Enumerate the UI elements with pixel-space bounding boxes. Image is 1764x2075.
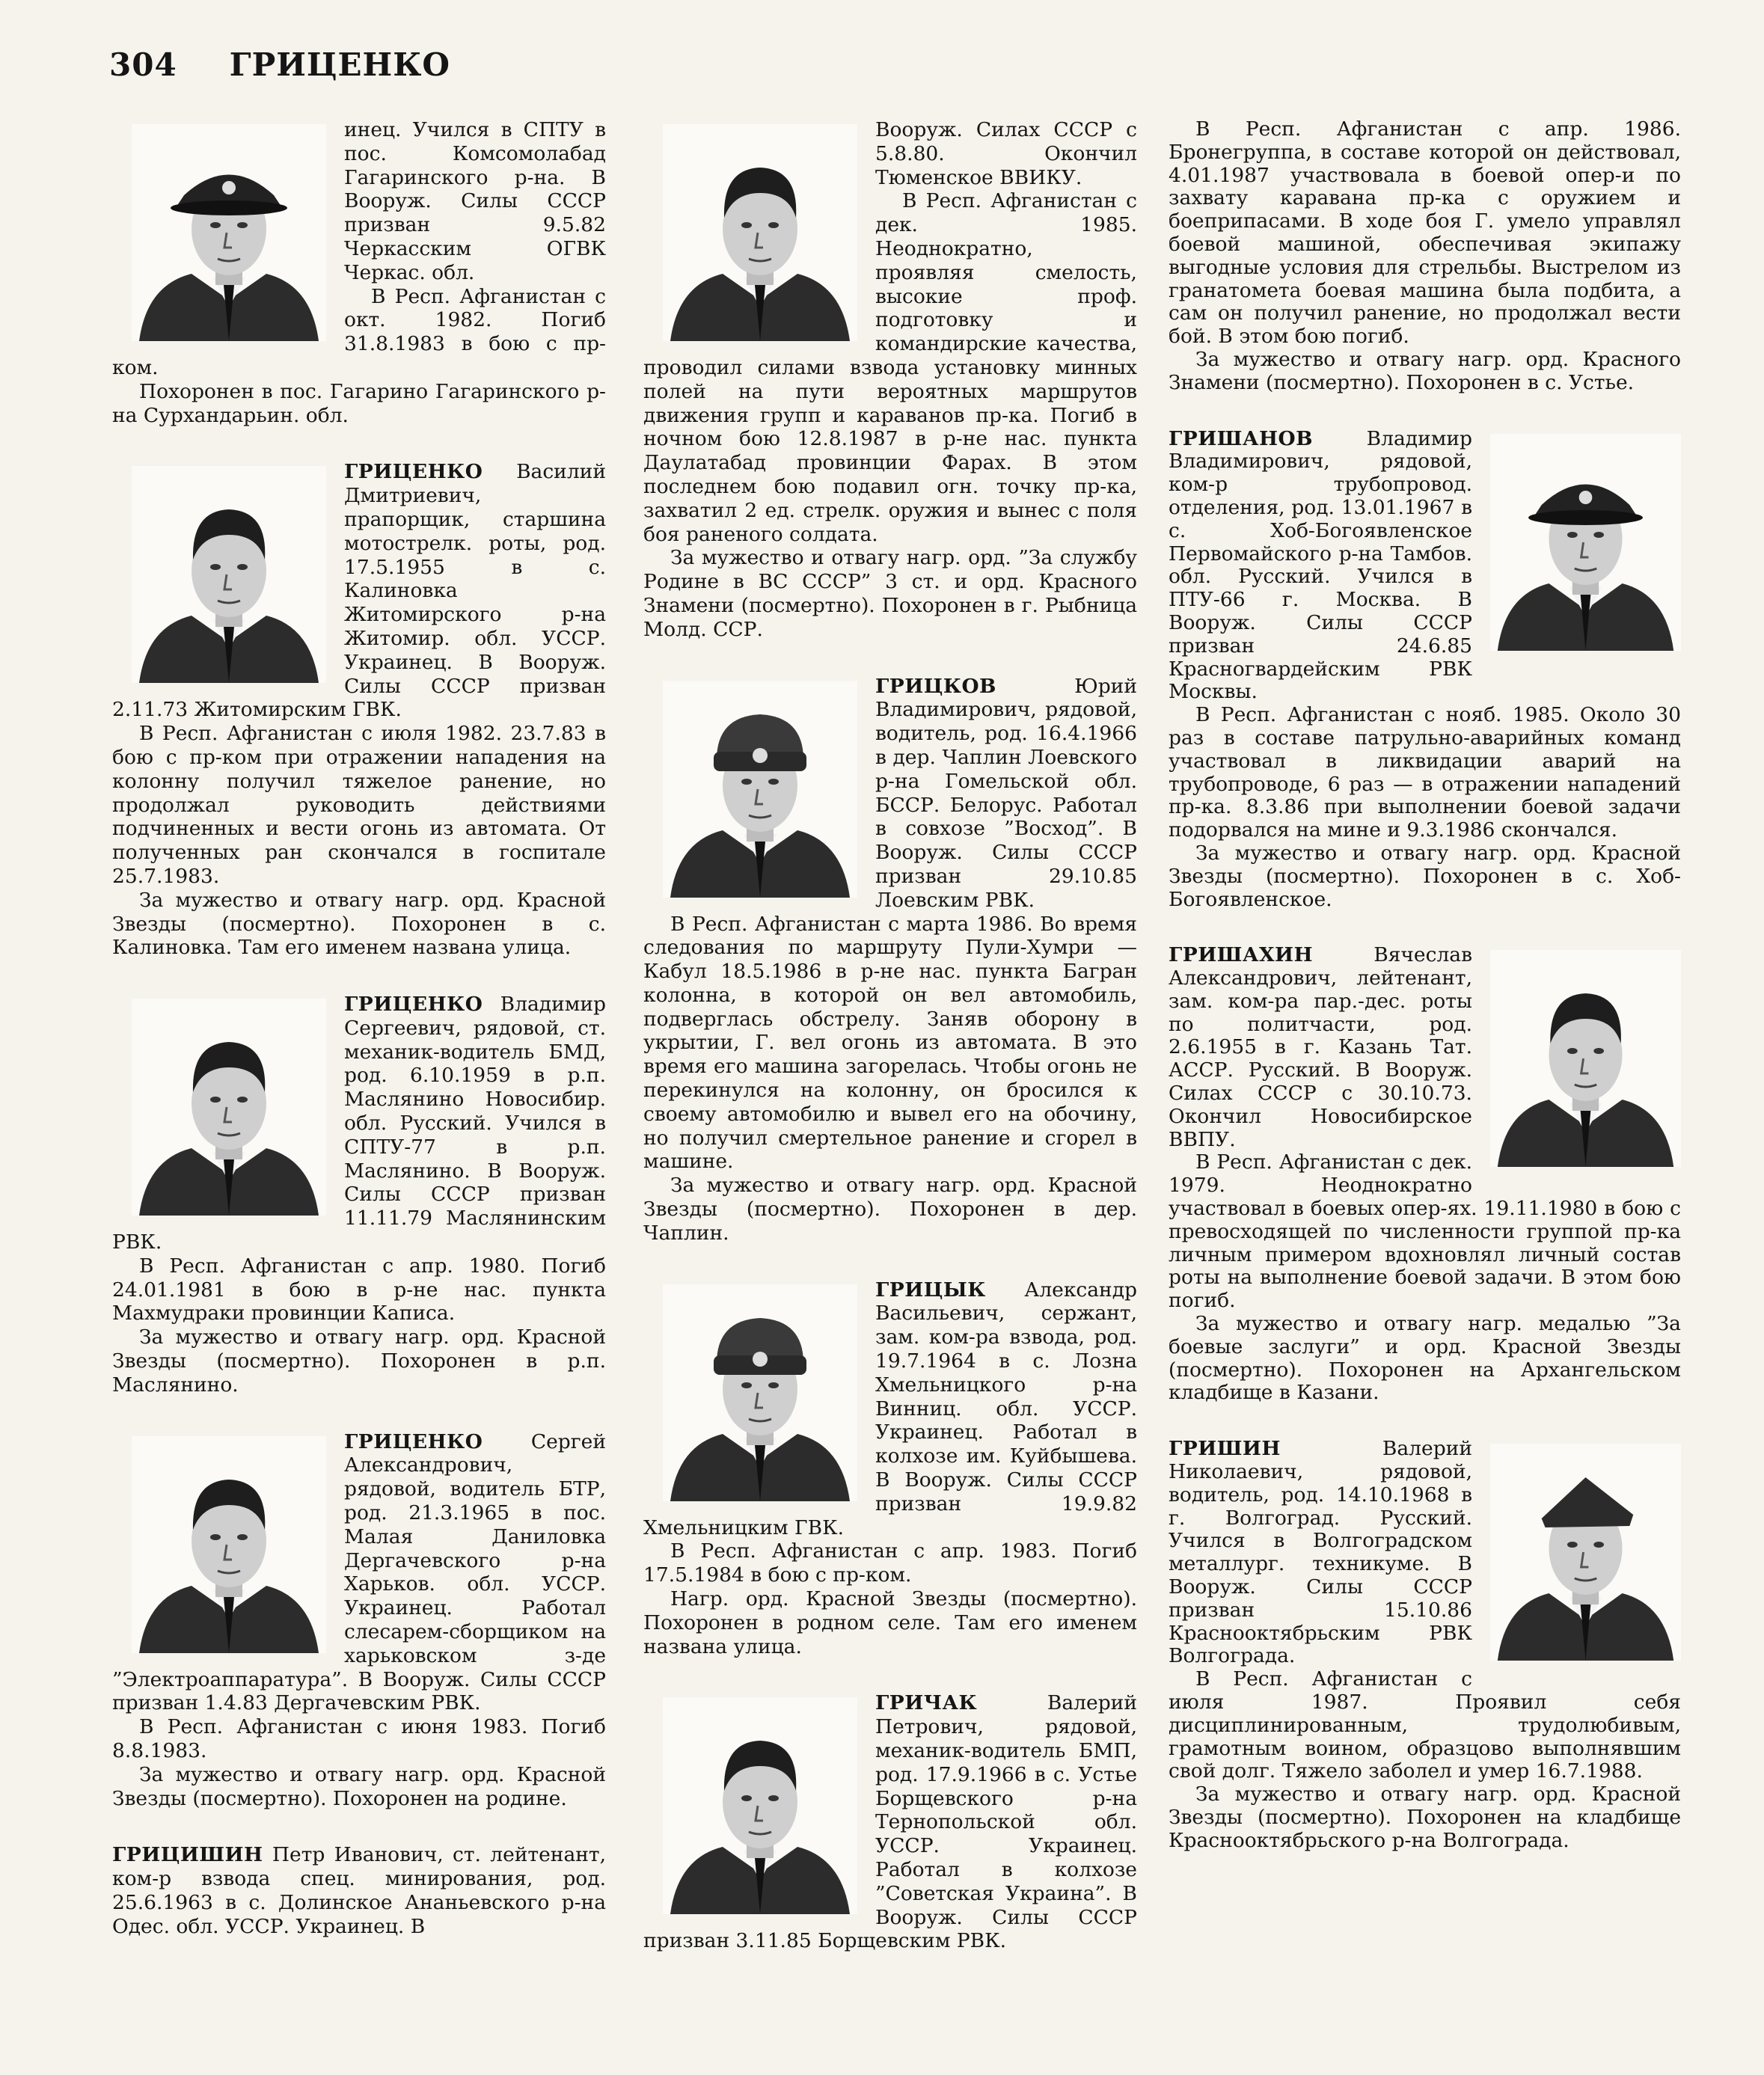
entry-2-2 <box>1169 944 1681 1405</box>
entry-paragraph: За мужество и отвагу нагр. орд. Красной Звезды (посмертно). Похоронен на кладбище Краснооктябрьского р-на Волгограда. <box>1169 1783 1681 1852</box>
entry-paragraph: За мужество и отвагу нагр. орд. Красной Звезды (посмертно). Похоронен в р.п. Маслянино. <box>112 1325 606 1397</box>
entry-paragraph: инец. Учился в СПТУ в пос. Комсомолабад Гагаринского р-на. В Вооруж. Силы СССР призван 9.5.82 Черкасским ОГВК Черкас. обл. <box>344 118 606 284</box>
entry-0-3 <box>112 1430 606 1811</box>
entry-paragraph: В Респ. Афганистан с дек. 1985. Неоднократно, проявляя смелость, высокие проф. подготовку и командирские качества, проводил силами взвода установку минных полей на пути вероятных маршрутов движения групп и караванов пр-ка. Погиб в ночном бою 12.8.1987 в р-не нас. пункта Даулатабад провинции Фарах. В этом последнем бою подавил огн. точку пр-ка, захватил 2 ед. стрелк. оружия и вынес с поля боя раненого солдата. <box>643 189 1137 546</box>
entry-lead: ГРИЦКОВ Юрий Владимирович, рядовой, водитель, род. 16.4.1966 в дер. Чаплин Лоевского р-на Гомельской обл. БССР. Белорус. Работал в совхозе ”Восход”. В Вооруж. Силы СССР призван 29.10.85 Лоевским РВК. <box>875 674 1137 912</box>
portrait-photo <box>132 1436 326 1653</box>
entry-continuation <box>643 118 1137 642</box>
entry-surname: ГРИЧАК <box>875 1691 978 1715</box>
entry-surname: ГРИШАНОВ <box>1169 426 1313 450</box>
portrait-photo <box>132 124 326 341</box>
portrait-photo <box>663 1697 857 1914</box>
portrait-photo <box>132 999 326 1216</box>
entry-surname: ГРИЦЕНКО <box>344 460 483 484</box>
entry-surname: ГРИШАХИН <box>1169 943 1314 967</box>
entry-paragraph: За мужество и отвагу нагр. орд. Красной Звезды (посмертно). Похоронен в с. Хоб-Богоявленское. <box>1169 841 1681 911</box>
entry-continuation <box>112 118 606 427</box>
entry-continuation <box>1169 118 1681 395</box>
entry-paragraph: В Респ. Афганистан с апр. 1980. Погиб 24.01.1981 в бою в р-не нас. пункта Махмудраки провинции Каписа. <box>112 1254 606 1325</box>
entry-surname: ГРИЦЕНКО <box>344 993 483 1017</box>
column-3 <box>1169 118 1681 1886</box>
entry-paragraph: В Респ. Афганистан с нояб. 1985. Около 30 раз в составе патрульно-аварийных команд участвовал в ликвидации аварий на трубопроводе, 6 раз — в отражении нападений пр-ка. 8.3.86 при выполнении боевой задачи подорвался на мине и 9.3.1986 скончался. <box>1169 703 1681 842</box>
entry-lead: ГРИШИН Валерий Николаевич, рядовой, водитель, род. 14.10.1968 в г. Волгоград. Русский. Учился в Волгоградском металлург. техникуме. В Вооруж. Силы СССР призван 15.10.86 Краснооктябрьским РВК Волгограда. <box>1169 1437 1472 1668</box>
entry-surname: ГРИЦЕНКО <box>344 1429 483 1453</box>
entry-lead: ГРИЦЕНКО Сергей Александрович, рядовой, водитель БТР, род. 21.3.1965 в пос. Малая Даниловка Дергачевского р-на Харьков. обл. УССР. Украинец. Работал слесарем-сборщиком на харьковском з-де ”Электроаппаратура”. В Вооруж. Силы СССР призван 1.4.83 Дергачевским РВК. <box>112 1429 606 1715</box>
entry-surname: ГРИШИН <box>1169 1437 1281 1461</box>
entry-surname: ГРИЦКОВ <box>875 674 996 698</box>
entry-lead: ГРИЧАК Валерий Петрович, рядовой, механик-водитель БМП, род. 17.9.1966 в с. Устье Борщевского р-на Тернопольской обл. УССР. Украинец. Работал в колхозе ”Советская Украина”. В Вооруж. Силы СССР призван 3.11.85 Борщевским РВК. <box>643 1691 1137 1953</box>
entry-paragraph: За мужество и отвагу нагр. орд. Красной Звезды (посмертно). Похоронен в дер. Чаплин. <box>643 1174 1137 1245</box>
entry-1-3 <box>643 1691 1137 1953</box>
entry-0-1 <box>112 460 606 960</box>
entry-paragraph: За мужество и отвагу нагр. медалью ”За боевые заслуги” и орд. Красной Звезды (посмертно). Похоронен на Архангельском кладбище в Казани. <box>1169 1312 1681 1405</box>
entry-2-3 <box>1169 1438 1681 1852</box>
portrait-photo <box>663 124 857 341</box>
entry-0-4 <box>112 1843 606 1938</box>
entry-paragraph: В Респ. Афганистан с окт. 1982. Погиб 31.8.1983 в бою с пр-ком. <box>112 284 606 379</box>
page-number: 304 <box>109 46 177 83</box>
entry-0-2 <box>112 993 606 1397</box>
entry-paragraph: За мужество и отвагу нагр. орд. Красной Звезды (посмертно). Похоронен в с. Калиновка. Там его именем названа улица. <box>112 888 606 960</box>
entry-paragraph: Вооруж. Силах СССР с 5.8.80. Окончил Тюменское ВВИКУ. <box>875 118 1137 189</box>
running-head: ГРИЦЕНКО <box>229 46 451 83</box>
portrait-photo <box>132 466 326 683</box>
entry-paragraph: За мужество и отвагу нагр. орд. Красной Звезды (посмертно). Похоронен на родине. <box>112 1762 606 1810</box>
entry-paragraph: За мужество и отвагу нагр. орд. ”За службу Родине в ВС СССР” 3 ст. и орд. Красного Знамени (посмертно). Похоронен в г. Рыбница Молд. ССР. <box>643 546 1137 641</box>
portrait-photo <box>1490 434 1681 651</box>
entry-paragraph: В Респ. Афганистан с дек. 1979. Неоднократно участвовал в боевых опер-ях. 19.11.1980 в бою с превосходящей по численности группой пр-ка личным примером вдохновлял личный состав роты на выполнение боевой задачи. В этом бою погиб. <box>1169 1150 1681 1313</box>
entry-surname: ГРИЦИШИН <box>112 1843 263 1867</box>
portrait-photo <box>663 681 857 898</box>
entry-paragraph: В Респ. Афганистан с июля 1987. Проявил себя дисциплинированным, трудолюбивым, грамотным воином, образцово выполнявшим свой долг. Тяжело заболел и умер 16.7.1988. <box>1169 1667 1681 1783</box>
entry-1-2 <box>643 1278 1137 1659</box>
entry-surname: ГРИЦЫК <box>875 1278 986 1302</box>
entry-paragraph: Нагр. орд. Красной Звезды (посмертно). Похоронен в родном селе. Там его именем названа улица. <box>643 1587 1137 1658</box>
entry-lead: ГРИШАНОВ Владимир Владимирович, рядовой, ком-р трубопровод. отделения, род. 13.01.1967 в с. Хоб-Богоявленское Первомайского р-на Тамбов. обл. Русский. Учился в ПТУ-66 г. Москва. В Вооруж. Силы СССР призван 24.6.85 Красногвардейским РВК Москвы. <box>1169 426 1472 704</box>
entry-lead: ГРИЦИШИН Петр Иванович, ст. лейтенант, ком-р взвода спец. минирования, род. 25.6.1963 в с. Долинское Ананьевского р-на Одес. обл. УССР. Украинец. В <box>112 1843 606 1938</box>
entry-lead: ГРИЦЕНКО Владимир Сергеевич, рядовой, ст. механик-водитель БМД, род. 6.10.1959 в р.п. Маслянино Новосибир. обл. Русский. Учился в СПТУ-77 в р.п. Маслянино. В Вооруж. Силы СССР призван 11.11.79 Маслянинским РВК. <box>112 993 606 1254</box>
page-header <box>109 46 450 91</box>
column-1 <box>112 118 606 1972</box>
portrait-photo <box>1490 1444 1681 1661</box>
entry-paragraph: В Респ. Афганистан с марта 1986. Во время следования по маршруту Пули-Хумри — Кабул 18.5.1986 в р-не нас. пункта Багран колонна, в которой он вел автомобиль, подверглась обстрелу. Заняв оборону в укрытии, Г. вел огонь из автомата. В это время его машина загорелась. Чтобы огонь не перекинулся на колонну, он бросился к своему автомобилю и вывел его на обочину, но получил смертельное ранение и сгорел в машине. <box>643 912 1137 1174</box>
portrait-photo <box>663 1284 857 1501</box>
column-2 <box>643 118 1137 1986</box>
entry-lead: ГРИЦЕНКО Василий Дмитриевич, прапорщик, старшина мотострелк. роты, род. 17.5.1955 в с. Калиновка Житомирского р-на Житомир. обл. УССР. Украинец. В Вооруж. Силы СССР призван 2.11.73 Житомирским ГВК. <box>112 460 606 722</box>
portrait-photo <box>1490 950 1681 1167</box>
entry-2-1 <box>1169 428 1681 912</box>
entry-paragraph: Похоронен в пос. Гагарино Гагаринского р-на Сурхандарьин. обл. <box>112 379 606 427</box>
entry-paragraph: В Респ. Афганистан с июля 1982. 23.7.83 в бою с пр-ком при отражении нападения на колонну получил тяжелое ранение, но продолжал руководить действиями подчиненных и вести огонь из автомата. От полученных ран скончался в госпитале 25.7.1983. <box>112 722 606 888</box>
entry-lead: ГРИШАХИН Вячеслав Александрович, лейтенант, зам. ком-ра пар.-дес. роты по политчасти, род. 2.6.1955 в г. Казань Тат. АССР. Русский. В Вооруж. Силах СССР с 30.10.73. Окончил Новосибирское ВВПУ. <box>1169 943 1472 1151</box>
entry-1-1 <box>643 675 1137 1245</box>
entry-paragraph: За мужество и отвагу нагр. орд. Красного Знамени (посмертно). Похоронен в с. Устье. <box>1169 347 1681 394</box>
entry-paragraph: В Респ. Афганистан с апр. 1983. Погиб 17.5.1984 в бою с пр-ком. <box>643 1539 1137 1587</box>
entry-paragraph: В Респ. Афганистан с июня 1983. Погиб 8.8.1983. <box>112 1715 606 1762</box>
entry-paragraph: В Респ. Афганистан с апр. 1986. Бронегруппа, в составе которой он действовал, 4.01.1987 участвовала в боевой опер-и по захвату каравана пр-ка с оружием и боеприпасами. В ходе боя Г. умело управлял боевой машиной, обеспечивая экипажу выгодные условия для стрельбы. Выстрелом из гранатомета боевая машина была подбита, а сам он получил ранение, но продолжал вести бой. В этом бою погиб. <box>1169 117 1681 349</box>
entry-lead: ГРИЦЫК Александр Васильевич, сержант, зам. ком-ра взвода, род. 19.7.1964 в с. Лозна Хмельницкого р-на Винниц. обл. УССР. Украинец. Работал в колхозе им. Куйбышева. В Вооруж. Силы СССР призван 19.9.82 Хмельницким ГВК. <box>643 1278 1137 1539</box>
